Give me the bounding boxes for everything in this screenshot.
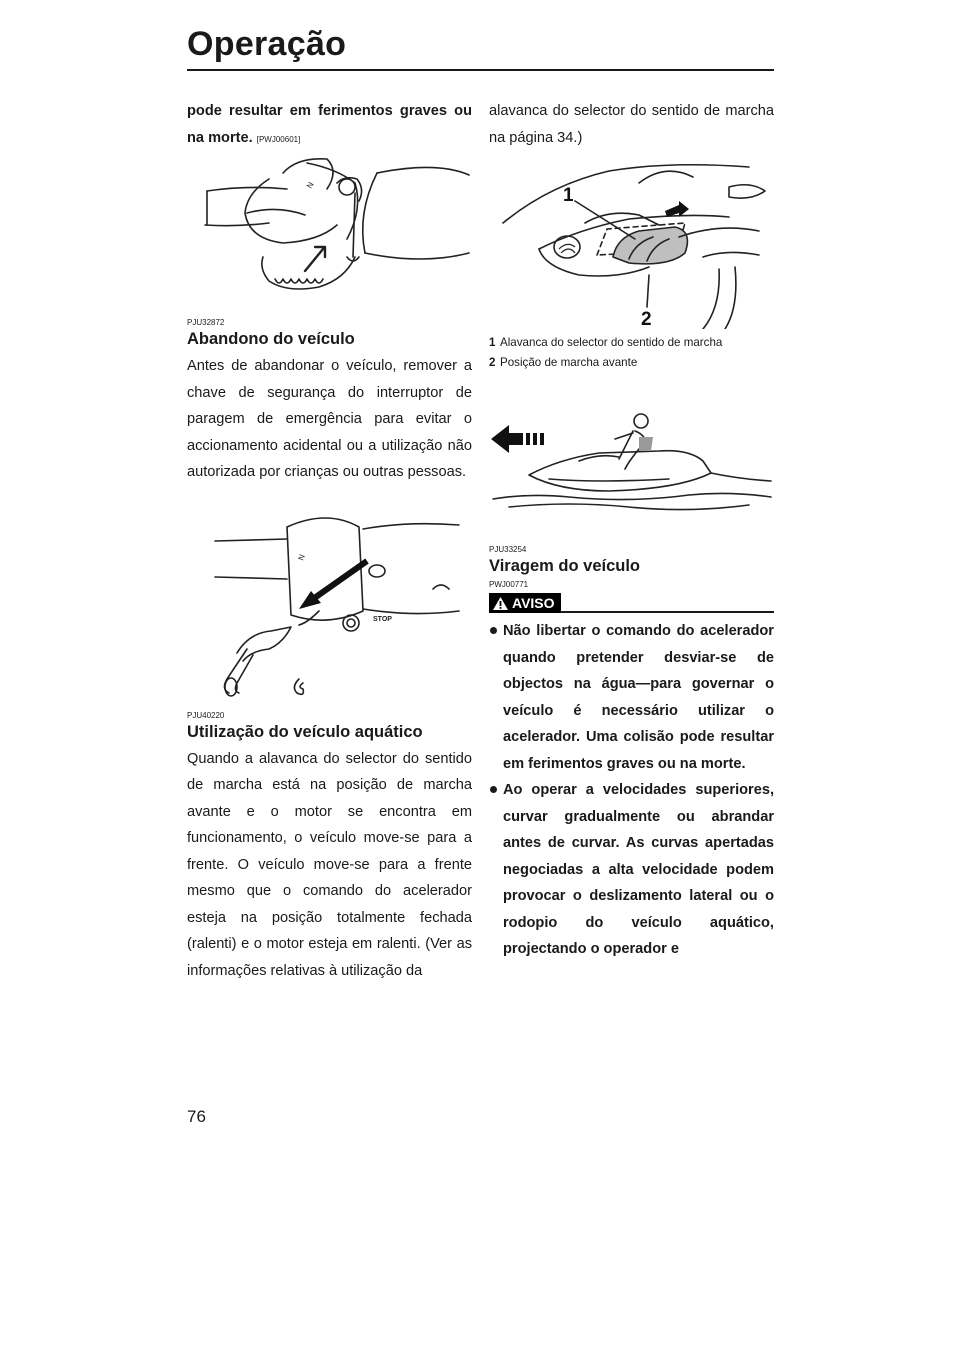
callout-2: 2 [641, 309, 652, 329]
caption-text: Posição de marcha avante [500, 356, 638, 369]
section-heading: Viragem do veículo [489, 557, 640, 575]
safety-lanyard-illustration [187, 153, 472, 305]
warning-badge [489, 593, 561, 613]
page-header [187, 20, 774, 71]
warning-bullet-list [489, 618, 774, 963]
caption-item [489, 333, 774, 353]
caption-item [489, 353, 774, 373]
warning-ref-code: [PWJ00601] [256, 134, 301, 144]
left-column [187, 98, 472, 984]
section-heading: Utilização do veículo aquático [187, 722, 423, 741]
svg-text:N: N [296, 552, 307, 562]
page-title: Operação [187, 25, 347, 63]
continuation-warning [187, 98, 472, 153]
section-paragraph: Antes de abandonar o veículo, remover a chave de segurança do interruptor de paragem de emergência para evitar o accionamento acidental ou a utilização não autorizada por crianças ou outras pessoas. [187, 358, 472, 480]
section-code: PJU33254 [489, 545, 527, 554]
warning-bullet: Ao operar a velocidades superiores, curvar gradualmente ou abrandar antes de curvar. As curvas apertadas negociadas a alta velocidade podem provocar o deslizamento lateral ou o rodopio do veículo aquático, projectando o operador e [489, 777, 774, 963]
continuation-paragraph: alavanca do selector do sentido de marcha na página 34.) [489, 103, 774, 146]
section-code: PJU32872 [187, 318, 225, 327]
caption-number: 2 [489, 356, 496, 369]
figure-captions [489, 333, 774, 373]
header-rule [187, 69, 774, 71]
stop-switch-illustration [187, 499, 472, 699]
callout-1: 1 [563, 185, 574, 206]
caption-number: 1 [489, 336, 496, 349]
stop-label: STOP [373, 615, 392, 623]
section-heading: Abandono do veículo [187, 330, 355, 348]
right-column [489, 98, 774, 963]
warning-bullet: Não libertar o comando do acelerador quando pretender desviar-se de objectos na água—para governar o veículo é necessário utilizar o acelerador. Uma colisão pode resultar em ferimentos graves ou na morte. [489, 618, 774, 777]
svg-text:N: N [304, 180, 316, 190]
section-code: PJU40220 [187, 710, 225, 720]
watercraft-moving-illustration [489, 409, 774, 519]
shift-lever-illustration [489, 157, 774, 329]
page-number: 76 [187, 1107, 206, 1126]
warning-code: PWJ00771 [489, 580, 529, 589]
warning-rule [561, 611, 774, 613]
section-paragraph: Quando a alavanca do selector do sentido de marcha está na posição de marcha avante e o motor se encontra em funcionamento, o veículo move-se para a frente. O veículo move-se para a frente mesmo que o comando do acelerador esteja na posição totalmente fechada (ralenti) e o motor esteja em ralenti. (Ver as informações relativas à utilização da [187, 750, 472, 979]
warning-label: AVISO [512, 595, 555, 611]
continuation-warning-text: pode resultar em ferimentos graves ou na morte. [187, 103, 472, 146]
warning-triangle-icon [492, 596, 509, 611]
warning-header [489, 593, 774, 613]
caption-text: Alavanca do selector do sentido de marcha [500, 336, 723, 349]
